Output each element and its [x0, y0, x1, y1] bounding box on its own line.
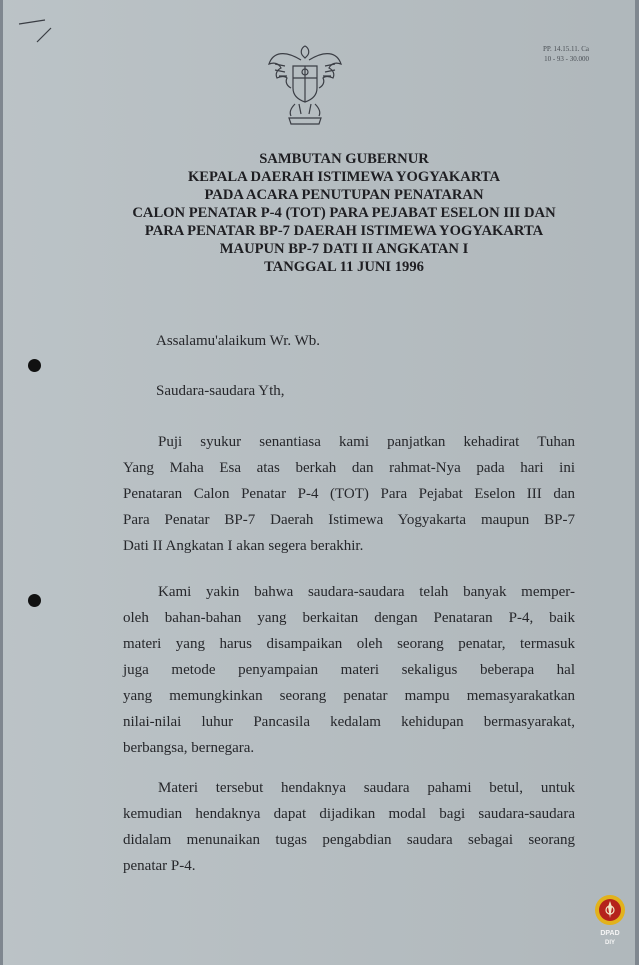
paragraph-line: juga metode penyampaian materi sekaligus beberapa hal: [123, 662, 575, 678]
paragraph-line: Para Penatar BP-7 Daerah Istimewa Yogyakarta maupun BP-7: [123, 512, 575, 528]
document-page: [3, 0, 635, 965]
greeting: Assalamu'alaikum Wr. Wb.: [156, 333, 321, 349]
paragraph-line: kemudian hendaknya dapat dijadikan modal bagi saudara-saudara: [123, 806, 575, 822]
title-line: CALON PENATAR P-4 (TOT) PARA PEJABAT ESELON III DAN: [132, 205, 556, 221]
paragraph-line: Materi tersebut hendaknya saudara pahami betul, untuk: [158, 780, 575, 796]
paragraph-line: penatar P-4.: [123, 858, 196, 874]
punch-hole: [28, 594, 41, 607]
title-line: PARA PENATAR BP-7 DAERAH ISTIMEWA YOGYAKARTA: [144, 223, 544, 239]
reference-code-line: PP. 14.15.11. Ca: [542, 45, 589, 53]
reference-code: [503, 44, 589, 64]
seal-sublabel: DIY: [604, 940, 616, 946]
paragraph-line: berbangsa, bernegara.: [123, 740, 255, 756]
paragraph-line: materi yang harus disampaikan oleh seorang penatar, termasuk: [123, 636, 575, 652]
dpad-seal-icon: [593, 892, 627, 948]
paragraph-3: [123, 775, 575, 879]
title-line: PADA ACARA PENUTUPAN PENATARAN: [204, 187, 484, 203]
title-line: MAUPUN BP-7 DATI II ANGKATAN I: [219, 241, 469, 257]
paragraph-line: Yang Maha Esa atas berkah dan rahmat-Nya pada hari ini: [123, 460, 575, 476]
paragraph-line: Kami yakin bahwa saudara-saudara telah banyak memper-: [158, 584, 575, 600]
paragraph-line: nilai-nilai luhur Pancasila kedalam kehidupan bermasyarakat,: [123, 714, 575, 730]
garuda-emblem-icon: [265, 42, 345, 126]
salutation: Saudara-saudara Yth,: [156, 383, 285, 399]
paragraph-1: [123, 429, 575, 559]
title-line: TANGGAL 11 JUNI 1996: [264, 259, 424, 275]
title-line: KEPALA DAERAH ISTIMEWA YOGYAKARTA: [187, 169, 501, 185]
paragraph-2: [123, 579, 575, 761]
seal-label: DPAD: [600, 930, 620, 937]
paragraph-line: yang memungkinkan seorang penatar mampu memasyarakatkan: [123, 688, 575, 704]
paragraph-line: Puji syukur senantiasa kami panjatkan kehadirat Tuhan: [158, 434, 575, 450]
paragraph-line: Penataran Calon Penatar P-4 (TOT) Para Pejabat Eselon III dan: [123, 486, 575, 502]
punch-hole: [28, 359, 41, 372]
paragraph-line: Dati II Angkatan I akan segera berakhir.: [123, 538, 364, 554]
pen-mark: [15, 8, 55, 48]
paragraph-line: oleh bahan-bahan yang berkaitan dengan Penataran P-4, baik: [123, 610, 575, 626]
title-line: SAMBUTAN GUBERNUR: [259, 151, 429, 167]
paragraph-line: didalam menunaikan tugas pengabdian saudara sebagai seorang: [123, 832, 575, 848]
speech-title: [63, 150, 625, 276]
reference-code-line: 10 - 93 - 30.000: [544, 55, 589, 63]
